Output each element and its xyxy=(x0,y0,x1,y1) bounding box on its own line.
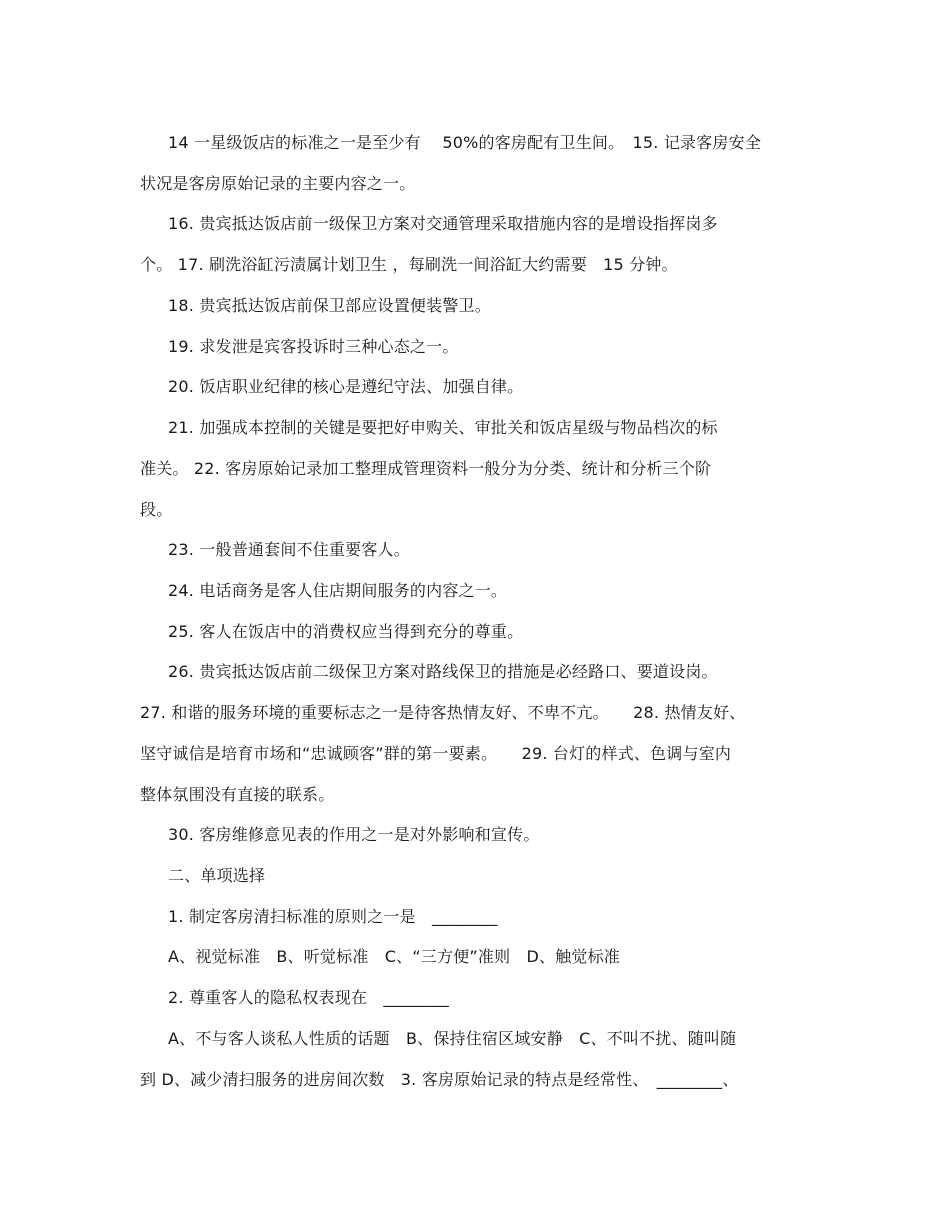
text-line: 16. 贵宾抵达饭店前一级保卫方案对交通管理采取措施内容的是增设指挥岗多 xyxy=(168,214,718,233)
text-line: 27. 和谐的服务环境的重要标志之一是待客热情友好、不卑不亢。 28. 热情友好、 xyxy=(140,703,746,722)
text-line: 24. 电话商务是客人住店期间服务的内容之一。 xyxy=(168,581,508,600)
text-line: 准关。 22. 客房原始记录加工整理成管理资料一般分为分类、统计和分析三个阶 xyxy=(140,459,712,478)
text-line: 坚守诚信是培育市场和“忠诚顾客”群的第一要素。 29. 台灯的样式、色调与室内 xyxy=(140,744,732,763)
text-line: 21. 加强成本控制的关键是要把好申购关、审批关和饭店星级与物品档次的标 xyxy=(168,418,718,437)
text-line: 段。 xyxy=(140,500,173,519)
section-heading: 二、单项选择 xyxy=(168,866,266,885)
text-line: 18. 贵宾抵达饭店前保卫部应设置便装警卫。 xyxy=(168,296,491,315)
text-line: 23. 一般普通套间不住重要客人。 xyxy=(168,540,410,559)
options-line: A、视觉标准 B、听觉标准 C、“三方便”准则 D、触觉标准 xyxy=(168,947,620,966)
text-line: 25. 客人在饭店中的消费权应当得到充分的尊重。 xyxy=(168,622,524,641)
text-line: 14 一星级饭店的标准之一是至少有 50%的客房配有卫生间。 15. 记录客房安全 xyxy=(168,133,762,152)
options-line: A、不与客人谈私人性质的话题 B、保持住宿区域安静 C、不叫不扰、随叫随 xyxy=(168,1029,737,1048)
options-line: 到 D、减少清扫服务的进房间次数 3. 客房原始记录的特点是经常性、 ________、 xyxy=(140,1070,739,1089)
text-line: 30. 客房维修意见表的作用之一是对外影响和宣传。 xyxy=(168,825,540,844)
text-line: 整体氛围没有直接的联系。 xyxy=(140,785,335,804)
question-line: 1. 制定客房清扫标准的原则之一是 ________ xyxy=(168,907,498,926)
text-line: 19. 求发泄是宾客投诉时三种心态之一。 xyxy=(168,337,459,356)
text-line: 状况是客房原始记录的主要内容之一。 xyxy=(140,174,416,193)
question-line: 2. 尊重客人的隐私权表现在 ________ xyxy=(168,988,449,1007)
text-line: 20. 饭店职业纪律的核心是遵纪守法、加强自律。 xyxy=(168,377,524,396)
text-line: 个。 17. 刷洗浴缸污渍属计划卫生 ，每刷洗一间浴缸大约需要 15 分钟。 xyxy=(140,255,678,274)
text-line: 26. 贵宾抵达饭店前二级保卫方案对路线保卫的措施是必经路口、要道设岗。 xyxy=(168,662,718,681)
